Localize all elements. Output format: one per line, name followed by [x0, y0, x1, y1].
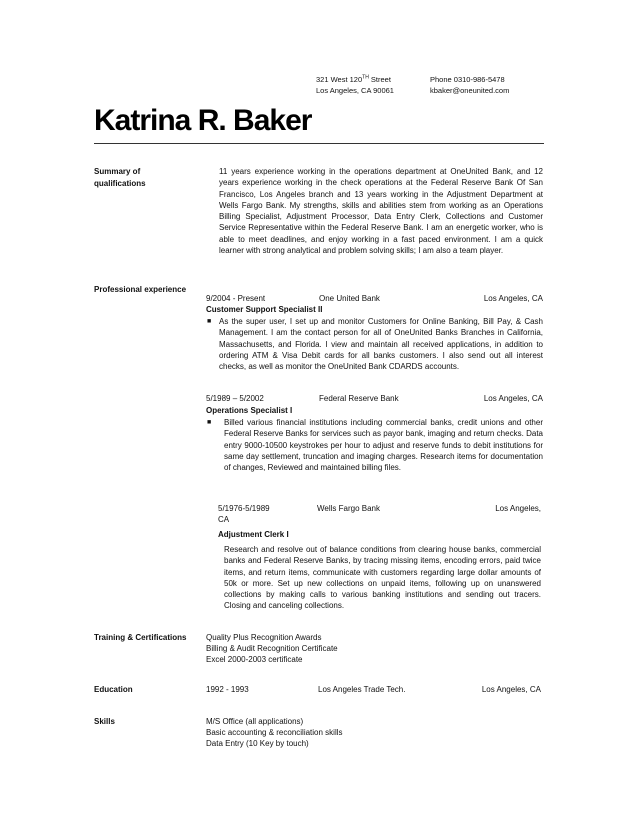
job-2-title: Operations Specialist I	[206, 406, 293, 415]
job-1-header	[206, 293, 543, 304]
job-3-title: Adjustment Clerk I	[218, 530, 289, 539]
contact-info	[430, 74, 509, 96]
education-location: Los Angeles, CA	[481, 685, 541, 694]
square-bullet-icon: ■	[207, 419, 212, 426]
education-entry	[206, 684, 541, 695]
phone-number: Phone 0310-986-5478	[430, 75, 505, 84]
education-school: Los Angeles Trade Tech.	[318, 685, 406, 694]
job-2-dates: 5/1989 – 5/2002	[206, 394, 264, 403]
job-3-location-continued: CA	[218, 515, 230, 524]
training-label: Training & Certifications	[94, 633, 187, 642]
job-2-location: Los Angeles, CA	[483, 394, 543, 403]
square-bullet-icon: ■	[207, 318, 212, 325]
job-2-header	[206, 393, 543, 404]
experience-label: Professional experience	[94, 285, 187, 294]
job-2-employer: Federal Reserve Bank	[319, 394, 399, 403]
summary-label: Summary of qualifications	[94, 167, 146, 188]
job-1-location: Los Angeles, CA	[483, 294, 543, 303]
skill-item: Data Entry (10 Key by touch)	[206, 739, 309, 748]
candidate-name: Katrina R. Baker	[94, 104, 312, 137]
skill-item: Basic accounting & reconciliation skills	[206, 728, 343, 737]
skill-item: M/S Office (all applications)	[206, 717, 304, 726]
job-1-description: As the super user, I set up and monitor Customers for Online Banking, Bill Pay, & Cash Management. I am the contact person for all of OneUnited Banks Branches in California, Massachusetts, and Florida. I view and maintain all received applications, in addition to ordering ATM & Visa Debit cards for all banks customers. I also send out all interest checks, as well as monitor the OneUnited Bank CDARDS accounts.	[219, 317, 543, 372]
job-3-header	[218, 503, 541, 525]
training-item: Quality Plus Recognition Awards	[206, 633, 322, 642]
job-3-employer: Wells Fargo Bank	[317, 504, 380, 513]
job-3-description: Research and resolve out of balance conditions from clearing house banks, commercial banks and Federal Reserve Banks, by tracing missing items, encoding errors, paid twice items, and return items, communicate with customers regarding large dollar amounts of 50k or more. Set up new collections on unpaid items, following up on unanswered collections by making calls to various banking institutions and sending out tracers. Closing and canceling collections.	[224, 545, 541, 611]
job-3-dates: 5/1976-5/1989	[218, 504, 270, 513]
city-state-zip: Los Angeles, CA 90061	[316, 86, 394, 95]
education-label: Education	[94, 685, 133, 694]
job-3-location: Los Angeles,	[495, 504, 541, 513]
address-block	[316, 74, 394, 96]
summary-text: 11 years experience working in the operations department at OneUnited Bank, and 12 years experience working in the check operations at the Federal Reserve Bank Of San Francisco, Los Angeles branch and 13 years working in the Adjustment Department at Wells Fargo Bank. My strengths, skills and abilities stem from working as an Operations Billing Specialist, Adjustment Processor, Data Entry Clerk, Collections and Customer Service Representative within the Federal Reserve Bank. I am an energetic worker, who is able to meet deadlines, and enjoy working in a fast paced environment. I am a quick learner with strong analytical and problem solving skills; I am also a team player.	[219, 167, 543, 256]
email-address: kbaker@oneunited.com	[430, 86, 510, 95]
job-1-employer: One United Bank	[319, 294, 380, 303]
job-1-dates: 9/2004 - Present	[206, 294, 266, 303]
education-dates: 1992 - 1993	[206, 685, 249, 694]
training-item: Billing & Audit Recognition Certificate	[206, 644, 338, 653]
training-list	[206, 632, 338, 665]
skills-label: Skills	[94, 717, 115, 726]
street-address: 321 West 120TH Street	[316, 74, 391, 84]
job-2-description: Billed various financial institutions including commercial banks, credit unions and other Federal Reserve Banks for services such as payor bank, imaging and return checks. Data entry 9000-10500 keystrokes per hour to adjust and reserve funds to debit institutions for same day settlement, truncation and imaging charges. Research items for documentation of changes, Reviewed and maintained billing files.	[224, 418, 543, 473]
training-item: Excel 2000-2003 certificate	[206, 655, 303, 664]
header-divider	[94, 143, 544, 144]
skills-list	[206, 716, 343, 749]
job-1-title: Customer Support Specialist II	[206, 305, 323, 314]
